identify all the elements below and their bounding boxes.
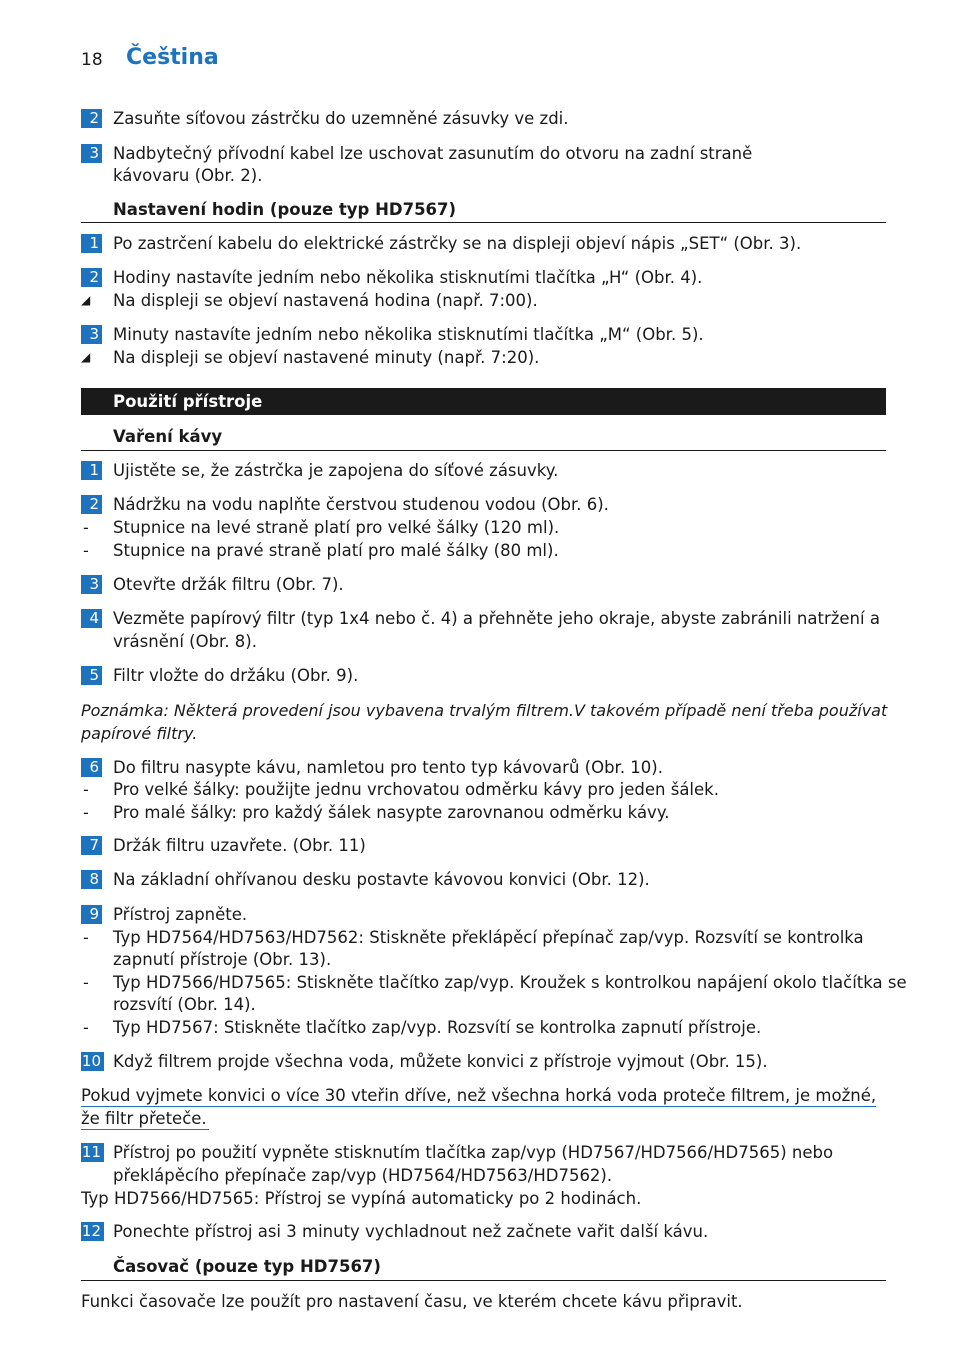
dash-bullet: - bbox=[83, 973, 89, 992]
step-text: Nádržku na vodu naplňte čerstvou studenou vodou (Obr. 6). bbox=[113, 495, 609, 514]
step-text: Otevřte držák filtru (Obr. 7). bbox=[113, 575, 344, 594]
dash-text-continued: zapnutí přístroje (Obr. 13). bbox=[113, 950, 332, 969]
heading-rule bbox=[81, 450, 886, 451]
result-text: Na displeji se objeví nastavená hodina (např. 7:00). bbox=[113, 291, 538, 310]
step-text: Držák filtru uzavřete. (Obr. 11) bbox=[113, 836, 366, 855]
subheading-brewing: Vaření kávy bbox=[113, 427, 223, 446]
step-number-badge: 1 bbox=[81, 461, 102, 480]
step-number-badge: 3 bbox=[81, 325, 102, 344]
section-bar-usage bbox=[81, 388, 886, 415]
note-text: Poznámka: Některá provedení jsou vybavena trvalým filtrem.V takovém případě není třeba používat bbox=[81, 701, 888, 720]
dash-bullet: - bbox=[83, 1018, 89, 1037]
language-title: Čeština bbox=[126, 45, 219, 70]
dash-bullet: - bbox=[83, 541, 89, 560]
step-text: Po zastrčení kabelu do elektrické zástrčky se na displeji objeví nápis „SET“ (Obr. 3). bbox=[113, 234, 802, 253]
step-number-badge: 11 bbox=[81, 1143, 104, 1162]
heading-rule bbox=[81, 1280, 886, 1281]
step-text: Zasuňte síťovou zástrčku do uzemněné zásuvky ve zdi. bbox=[113, 109, 569, 128]
warning-underline bbox=[81, 1129, 209, 1130]
step-number-badge: 9 bbox=[81, 905, 102, 924]
step-number-badge: 2 bbox=[81, 109, 102, 128]
step-number-badge: 12 bbox=[81, 1222, 104, 1241]
step-number-badge: 3 bbox=[81, 144, 102, 163]
warning-text: Pokud vyjmete konvici o více 30 vteřin dříve, než všechna horká voda proteče filtrem, je možné, bbox=[81, 1086, 877, 1105]
step-number-badge: 4 bbox=[81, 609, 102, 628]
step-text: Minuty nastavíte jedním nebo několika stisknutími tlačítka „M“ (Obr. 5). bbox=[113, 325, 704, 344]
step-number-badge: 2 bbox=[81, 495, 102, 514]
dash-bullet: - bbox=[83, 928, 89, 947]
dash-bullet: - bbox=[83, 803, 89, 822]
step-text: Přístroj zapněte. bbox=[113, 905, 248, 924]
dash-text: Pro malé šálky: pro každý šálek nasypte zarovnanou odměrku kávy. bbox=[113, 803, 670, 822]
step-number-badge: 1 bbox=[81, 234, 102, 253]
step-text: Ponechte přístroj asi 3 minuty vychladnout než začnete vařit další kávu. bbox=[113, 1222, 709, 1241]
dash-text: Stupnice na levé straně platí pro velké šálky (120 ml). bbox=[113, 518, 560, 537]
step-text-continued: kávovaru (Obr. 2). bbox=[113, 166, 263, 185]
dash-text: Typ HD7564/HD7563/HD7562: Stiskněte překlápěcí přepínač zap/vyp. Rozsvítí se kontrolka bbox=[113, 928, 864, 947]
step-text-continued: překlápěcího přepínače zap/vyp (HD7564/HD7563/HD7562). bbox=[113, 1166, 613, 1185]
step-number-badge: 7 bbox=[81, 836, 102, 855]
dash-bullet: - bbox=[83, 518, 89, 537]
step-number-badge: 2 bbox=[81, 268, 102, 287]
dash-text: Typ HD7566/HD7565: Stiskněte tlačítko zap/vyp. Kroužek s kontrolkou napájení okolo tlačítka se bbox=[113, 973, 907, 992]
step-text: Ujistěte se, že zástrčka je zapojena do síťové zásuvky. bbox=[113, 461, 559, 480]
section-heading-clock: Nastavení hodin (pouze typ HD7567) bbox=[113, 200, 457, 219]
dash-text: Pro velké šálky: použijte jednu vrchovatou odměrku kávy pro jeden šálek. bbox=[113, 780, 719, 799]
step-text: Filtr vložte do držáku (Obr. 9). bbox=[113, 666, 359, 685]
step-text: Vezměte papírový filtr (typ 1x4 nebo č. 4) a přehněte jeho okraje, abyste zabránili natržení a bbox=[113, 609, 880, 628]
step-text: Když filtrem projde všechna voda, můžete konvici z přístroje vyjmout (Obr. 15). bbox=[113, 1052, 768, 1071]
step-text: Přístroj po použití vypněte stisknutím tlačítka zap/vyp (HD7567/HD7566/HD7565) nebo bbox=[113, 1143, 834, 1162]
dash-bullet: - bbox=[83, 780, 89, 799]
step-number-badge: 8 bbox=[81, 870, 102, 889]
step-number-badge: 10 bbox=[81, 1052, 104, 1071]
dash-text-continued: rozsvítí (Obr. 14). bbox=[113, 995, 256, 1014]
warning-text-continued: že filtr přeteče. bbox=[81, 1109, 207, 1128]
step-text: Do filtru nasypte kávu, namletou pro tento typ kávovarů (Obr. 10). bbox=[113, 758, 663, 777]
dash-text: Stupnice na pravé straně platí pro malé šálky (80 ml). bbox=[113, 541, 559, 560]
result-bullet-icon: ◢ bbox=[81, 293, 91, 307]
timer-text: Funkci časovače lze použít pro nastavení času, ve kterém chcete kávu připravit. bbox=[81, 1292, 743, 1311]
dash-text: Typ HD7567: Stiskněte tlačítko zap/vyp. Rozsvítí se kontrolka zapnutí přístroje. bbox=[113, 1018, 762, 1037]
auto-off-text: Typ HD7566/HD7565: Přístroj se vypíná automaticky po 2 hodinách. bbox=[81, 1189, 642, 1208]
step-number-badge: 5 bbox=[81, 666, 102, 685]
section-bar-title: Použití přístroje bbox=[113, 392, 263, 411]
step-number-badge: 3 bbox=[81, 575, 102, 594]
step-text-continued: vrásnění (Obr. 8). bbox=[113, 632, 257, 651]
step-number-badge: 6 bbox=[81, 758, 102, 777]
step-text: Na základní ohřívanou desku postavte kávovou konvici (Obr. 12). bbox=[113, 870, 650, 889]
step-text: Nadbytečný přívodní kabel lze uschovat zasunutím do otvoru na zadní straně bbox=[113, 144, 753, 163]
step-text: Hodiny nastavíte jedním nebo několika stisknutími tlačítka „H“ (Obr. 4). bbox=[113, 268, 703, 287]
section-heading-timer: Časovač (pouze typ HD7567) bbox=[113, 1257, 381, 1276]
heading-rule bbox=[81, 222, 886, 223]
result-text: Na displeji se objeví nastavené minuty (např. 7:20). bbox=[113, 348, 540, 367]
note-text-continued: papírové filtry. bbox=[81, 724, 198, 743]
page-number: 18 bbox=[81, 50, 103, 70]
result-bullet-icon: ◢ bbox=[81, 350, 91, 364]
